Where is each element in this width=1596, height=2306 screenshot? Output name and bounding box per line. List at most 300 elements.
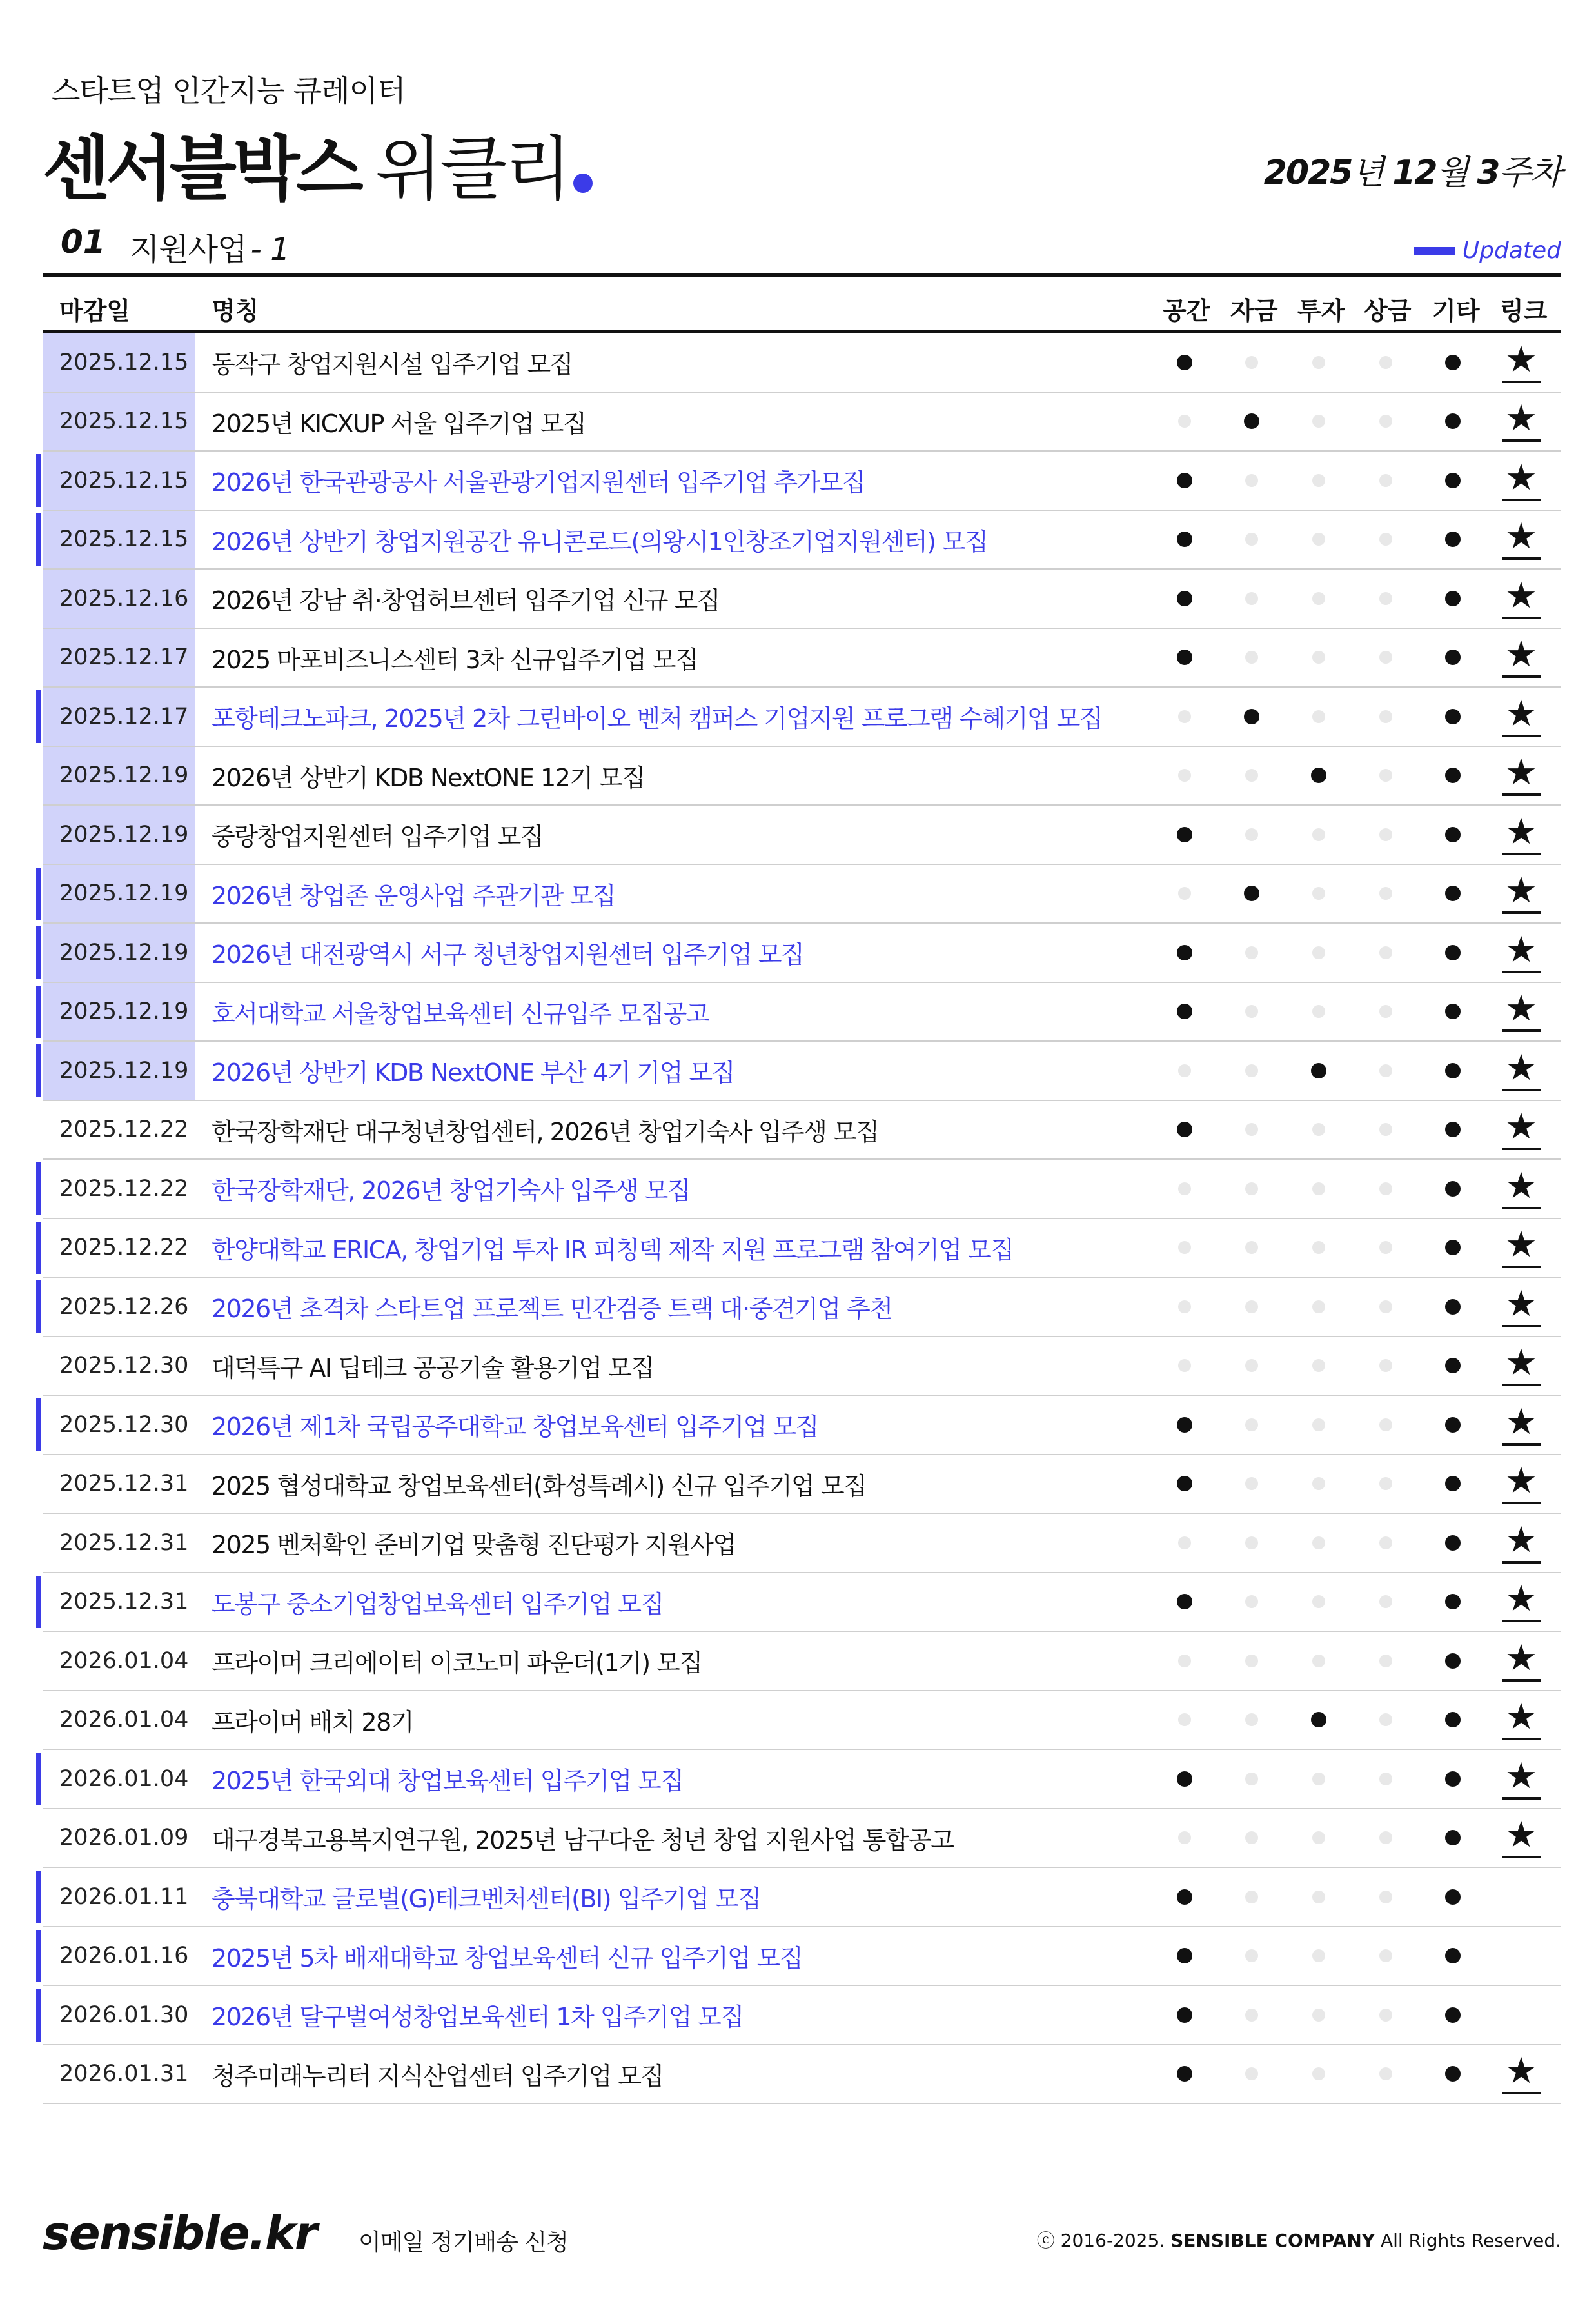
updated-bar-icon xyxy=(1414,247,1455,255)
prize-dot-icon xyxy=(1379,1359,1392,1372)
col-prize: 상금 xyxy=(1364,297,1412,325)
invest-dot-icon xyxy=(1312,1359,1325,1372)
fund-dot-icon xyxy=(1245,1182,1258,1195)
fund-dot-icon xyxy=(1245,1713,1258,1726)
deadline-cell: 2025.12.26 xyxy=(59,1293,189,1320)
table-row xyxy=(43,924,1561,983)
link-star-icon[interactable]: ★ xyxy=(1502,870,1541,914)
table-row xyxy=(43,570,1561,629)
col-etc: 기타 xyxy=(1432,297,1480,325)
link-star-icon[interactable]: ★ xyxy=(1502,575,1541,619)
table-row xyxy=(43,1986,1561,2045)
space-dot-icon xyxy=(1178,769,1191,782)
link-star-icon[interactable]: ★ xyxy=(1502,1814,1541,1858)
support-program-table xyxy=(43,273,1561,2104)
fund-dot-icon xyxy=(1245,1359,1258,1372)
space-dot-icon xyxy=(1177,1122,1192,1137)
fund-dot-icon xyxy=(1244,709,1259,724)
etc-dot-icon xyxy=(1445,473,1461,488)
program-name: 2026년 초격차 스타트업 프로젝트 민간검증 트랙 대·중견기업 추천 xyxy=(212,1295,892,1324)
table-row xyxy=(43,983,1561,1042)
space-dot-icon xyxy=(1177,591,1192,606)
invest-dot-icon xyxy=(1312,1418,1325,1431)
fund-dot-icon xyxy=(1245,1123,1258,1136)
site-logo-link[interactable]: sensible.kr xyxy=(43,2206,317,2260)
copyright: ⓒ 2016-2025. SENSIBLE COMPANY All Rights Reserved. xyxy=(1036,2230,1561,2251)
fund-dot-icon xyxy=(1245,946,1258,959)
deadline-cell: 2026.01.04 xyxy=(59,1647,189,1674)
etc-dot-icon xyxy=(1445,945,1461,960)
space-dot-icon xyxy=(1177,1594,1192,1609)
space-dot-icon xyxy=(1177,532,1192,547)
etc-dot-icon xyxy=(1445,1771,1461,1787)
section-title: 지원사업 - 1 xyxy=(130,232,290,268)
table-row xyxy=(43,1691,1561,1751)
table-header xyxy=(43,273,1561,333)
invest-dot-icon xyxy=(1312,1300,1325,1313)
col-fund: 자금 xyxy=(1230,297,1278,325)
invest-dot-icon xyxy=(1312,828,1325,841)
link-star-icon[interactable]: ★ xyxy=(1502,1696,1541,1740)
prize-dot-icon xyxy=(1379,1300,1392,1313)
invest-dot-icon xyxy=(1312,1241,1325,1254)
table-row xyxy=(43,1750,1561,1809)
fund-dot-icon xyxy=(1245,474,1258,487)
etc-dot-icon xyxy=(1445,1004,1461,1019)
program-name: 2025년 한국외대 창업보육센터 입주기업 모집 xyxy=(212,1767,684,1796)
prize-dot-icon xyxy=(1379,651,1392,664)
program-name: 대덕특구 AI 딥테크 공공기술 활용기업 모집 xyxy=(212,1353,654,1382)
space-dot-icon xyxy=(1177,473,1192,488)
table-row xyxy=(43,1042,1561,1101)
invest-dot-icon xyxy=(1312,1773,1325,1785)
deadline-cell: 2025.12.30 xyxy=(59,1411,189,1438)
table-row xyxy=(43,1514,1561,1573)
fund-dot-icon xyxy=(1245,1300,1258,1313)
space-dot-icon xyxy=(1178,1655,1191,1667)
program-name: 2026년 달구벌여성창업보육센터 1차 입주기업 모집 xyxy=(212,2003,744,2032)
table-row xyxy=(43,333,1561,393)
etc-dot-icon xyxy=(1445,413,1461,429)
deadline-cell: 2025.12.22 xyxy=(59,1117,189,1143)
prize-dot-icon xyxy=(1379,1005,1392,1018)
fund-dot-icon xyxy=(1245,1005,1258,1018)
deadline-cell: 2025.12.22 xyxy=(59,1235,189,1261)
invest-dot-icon xyxy=(1312,946,1325,959)
fund-dot-icon xyxy=(1245,1536,1258,1549)
updated-marker xyxy=(36,986,41,1039)
deadline-cell: 2026.01.31 xyxy=(59,2061,189,2087)
link-star-icon[interactable]: ★ xyxy=(1502,929,1541,973)
fund-dot-icon xyxy=(1245,1891,1258,1903)
link-star-icon[interactable]: ★ xyxy=(1502,811,1541,855)
space-dot-icon xyxy=(1177,1948,1192,1963)
program-name: 한국장학재단 대구청년창업센터, 2026년 창업기숙사 입주생 모집 xyxy=(212,1117,879,1146)
prize-dot-icon xyxy=(1379,769,1392,782)
program-name: 2026년 강남 취·창업허브센터 입주기업 신규 모집 xyxy=(212,586,720,615)
prize-dot-icon xyxy=(1379,356,1392,369)
table-row xyxy=(43,1868,1561,1927)
program-name: 2025년 KICXUP 서울 입주기업 모집 xyxy=(212,409,586,438)
program-name: 2026년 창업존 운영사업 주관기관 모집 xyxy=(212,881,615,910)
prize-dot-icon xyxy=(1379,474,1392,487)
invest-dot-icon xyxy=(1312,887,1325,900)
table-row xyxy=(43,629,1561,688)
updated-marker xyxy=(36,1398,41,1451)
link-star-icon[interactable]: ★ xyxy=(1502,1520,1541,1564)
prize-dot-icon xyxy=(1379,946,1392,959)
col-invest: 투자 xyxy=(1297,297,1345,325)
program-name: 2026년 대전광역시 서구 청년창업지원센터 입주기업 모집 xyxy=(212,940,804,969)
fund-dot-icon xyxy=(1245,1477,1258,1490)
table-row xyxy=(43,1927,1561,1987)
prize-dot-icon xyxy=(1379,1536,1392,1549)
program-name: 도봉구 중소기업창업보육센터 입주기업 모집 xyxy=(212,1589,664,1618)
program-name: 동작구 창업지원시설 입주기업 모집 xyxy=(212,350,573,379)
fund-dot-icon xyxy=(1245,828,1258,841)
etc-dot-icon xyxy=(1445,355,1461,370)
table-row xyxy=(43,452,1561,511)
program-name: 대구경북고용복지연구원, 2025년 남구다운 청년 창업 지원사업 통합공고 xyxy=(212,1825,954,1854)
program-name: 2026년 상반기 KDB NextONE 12기 모집 xyxy=(212,763,645,792)
deadline-cell: 2025.12.15 xyxy=(43,511,195,569)
invest-dot-icon xyxy=(1312,533,1325,546)
updated-marker xyxy=(36,690,41,743)
link-star-icon[interactable]: ★ xyxy=(1502,457,1541,501)
prize-dot-icon xyxy=(1379,1949,1392,1962)
link-star-icon[interactable]: ★ xyxy=(1502,1284,1541,1327)
etc-dot-icon xyxy=(1445,591,1461,606)
fund-dot-icon xyxy=(1245,1595,1258,1608)
invest-dot-icon xyxy=(1312,651,1325,664)
program-name: 프라이머 크리에이터 이코노미 파운더(1기) 모집 xyxy=(212,1649,702,1678)
link-star-icon[interactable]: ★ xyxy=(1502,1638,1541,1682)
invest-dot-icon xyxy=(1311,1063,1326,1078)
invest-dot-icon xyxy=(1312,1123,1325,1136)
col-deadline: 마감일 xyxy=(59,297,131,325)
fund-dot-icon xyxy=(1245,1831,1258,1844)
deadline-cell: 2025.12.19 xyxy=(43,1042,195,1100)
deadline-cell: 2025.12.16 xyxy=(43,570,195,628)
link-star-icon[interactable]: ★ xyxy=(1502,1106,1541,1150)
fund-dot-icon xyxy=(1245,769,1258,782)
space-dot-icon xyxy=(1177,1004,1192,1019)
invest-dot-icon xyxy=(1312,1477,1325,1490)
table-row xyxy=(43,1573,1561,1633)
link-star-icon[interactable]: ★ xyxy=(1502,1342,1541,1386)
prize-dot-icon xyxy=(1379,1655,1392,1667)
invest-dot-icon xyxy=(1312,1536,1325,1549)
etc-dot-icon xyxy=(1445,1181,1461,1197)
table-row xyxy=(43,2045,1561,2105)
deadline-cell: 2026.01.09 xyxy=(59,1825,189,1851)
space-dot-icon xyxy=(1177,827,1192,842)
updated-label: Updated xyxy=(1462,237,1561,264)
deadline-cell: 2025.12.19 xyxy=(43,747,195,805)
updated-legend xyxy=(1414,237,1561,264)
prize-dot-icon xyxy=(1379,1477,1392,1490)
link-star-icon[interactable]: ★ xyxy=(1502,634,1541,678)
deadline-cell: 2026.01.04 xyxy=(59,1707,189,1733)
fund-dot-icon xyxy=(1245,1949,1258,1962)
prize-dot-icon xyxy=(1379,828,1392,841)
space-dot-icon xyxy=(1177,2066,1192,2082)
link-star-icon[interactable]: ★ xyxy=(1502,339,1541,383)
col-link: 링크 xyxy=(1500,297,1548,325)
fund-dot-icon xyxy=(1245,1064,1258,1077)
invest-dot-icon xyxy=(1312,1182,1325,1195)
table-row xyxy=(43,1396,1561,1455)
prize-dot-icon xyxy=(1379,2067,1392,2080)
link-star-icon[interactable]: ★ xyxy=(1502,2051,1541,2094)
program-name: 호서대학교 서울창업보육센터 신규입주 모집공고 xyxy=(212,999,709,1028)
etc-dot-icon xyxy=(1445,1358,1461,1373)
tagline: 스타트업 인간지능 큐레이터 xyxy=(52,74,406,108)
table-row xyxy=(43,1278,1561,1337)
etc-dot-icon xyxy=(1445,2007,1461,2023)
etc-dot-icon xyxy=(1445,886,1461,901)
deadline-cell: 2025.12.31 xyxy=(59,1529,189,1556)
table-row xyxy=(43,393,1561,452)
invest-dot-icon xyxy=(1312,356,1325,369)
etc-dot-icon xyxy=(1445,709,1461,724)
space-dot-icon xyxy=(1178,1536,1191,1549)
invest-dot-icon xyxy=(1312,474,1325,487)
link-star-icon[interactable]: ★ xyxy=(1502,1756,1541,1800)
program-name: 2026년 상반기 KDB NextONE 부산 4기 기업 모집 xyxy=(212,1059,734,1088)
etc-dot-icon xyxy=(1445,2066,1461,2082)
updated-marker xyxy=(36,1280,41,1333)
section-header xyxy=(43,219,1561,271)
program-name: 충북대학교 글로벌(G)테크벤처센터(BI) 입주기업 모집 xyxy=(212,1885,761,1914)
prize-dot-icon xyxy=(1379,1595,1392,1608)
space-dot-icon xyxy=(1178,415,1191,428)
invest-dot-icon xyxy=(1312,592,1325,605)
updated-marker xyxy=(36,1576,41,1629)
link-star-icon[interactable]: ★ xyxy=(1502,398,1541,442)
etc-dot-icon xyxy=(1445,1830,1461,1845)
etc-dot-icon xyxy=(1445,1889,1461,1905)
deadline-cell: 2025.12.17 xyxy=(43,629,195,687)
etc-dot-icon xyxy=(1445,1122,1461,1137)
fund-dot-icon xyxy=(1245,1773,1258,1785)
space-dot-icon xyxy=(1178,1713,1191,1726)
etc-dot-icon xyxy=(1445,1240,1461,1255)
space-dot-icon xyxy=(1177,1771,1192,1787)
space-dot-icon xyxy=(1177,945,1192,960)
etc-dot-icon xyxy=(1445,1948,1461,1963)
prize-dot-icon xyxy=(1379,1891,1392,1903)
title-dot-icon xyxy=(573,174,593,193)
deadline-cell: 2025.12.19 xyxy=(43,983,195,1041)
etc-dot-icon xyxy=(1445,768,1461,783)
week-number: 3 xyxy=(1477,154,1499,192)
invest-dot-icon xyxy=(1312,1655,1325,1667)
fund-dot-icon xyxy=(1245,533,1258,546)
fund-dot-icon xyxy=(1245,651,1258,664)
invest-dot-icon xyxy=(1312,415,1325,428)
deadline-cell: 2026.01.30 xyxy=(59,2002,189,2028)
link-star-icon[interactable]: ★ xyxy=(1502,1460,1541,1504)
table-row xyxy=(43,1160,1561,1219)
link-star-icon[interactable]: ★ xyxy=(1502,1578,1541,1622)
prize-dot-icon xyxy=(1379,1418,1392,1431)
updated-marker xyxy=(36,1044,41,1097)
updated-marker xyxy=(36,1162,41,1215)
deadline-cell: 2025.12.22 xyxy=(59,1175,189,1202)
updated-marker xyxy=(36,1930,41,1983)
link-star-icon[interactable]: ★ xyxy=(1502,693,1541,737)
prize-dot-icon xyxy=(1379,710,1392,723)
title-main: 센서블박스 xyxy=(43,129,360,210)
space-dot-icon xyxy=(1177,1476,1192,1491)
space-dot-icon xyxy=(1178,1300,1191,1313)
prize-dot-icon xyxy=(1379,415,1392,428)
updated-marker xyxy=(36,513,41,566)
space-dot-icon xyxy=(1177,650,1192,665)
invest-dot-icon xyxy=(1312,1949,1325,1962)
section-subtitle: - 1 xyxy=(250,232,290,268)
fund-dot-icon xyxy=(1245,1418,1258,1431)
space-dot-icon xyxy=(1177,355,1192,370)
deadline-cell: 2026.01.16 xyxy=(59,1943,189,1969)
table-row xyxy=(43,865,1561,924)
etc-dot-icon xyxy=(1445,650,1461,665)
newsletter-title xyxy=(43,113,593,213)
prize-dot-icon xyxy=(1379,887,1392,900)
prize-dot-icon xyxy=(1379,1182,1392,1195)
fund-dot-icon xyxy=(1245,592,1258,605)
table-row xyxy=(43,1101,1561,1160)
updated-marker xyxy=(36,868,41,920)
fund-dot-icon xyxy=(1244,886,1259,901)
email-subscribe-link[interactable]: 이메일 정기배송 신청 xyxy=(359,2229,568,2256)
week-year: 2025 xyxy=(1263,154,1352,192)
deadline-cell: 2025.12.15 xyxy=(43,333,195,392)
updated-marker xyxy=(36,926,41,979)
issue-week: 2025년 12월 3주차 xyxy=(1263,154,1561,192)
program-name: 한양대학교 ERICA, 창업기업 투자 IR 피칭덱 제작 지원 프로그램 참여기업 모집 xyxy=(212,1235,1014,1264)
deadline-cell: 2025.12.15 xyxy=(43,393,195,451)
etc-dot-icon xyxy=(1445,1594,1461,1609)
fund-dot-icon xyxy=(1245,2067,1258,2080)
invest-dot-icon xyxy=(1312,1005,1325,1018)
space-dot-icon xyxy=(1178,1831,1191,1844)
deadline-cell: 2025.12.19 xyxy=(43,924,195,982)
invest-dot-icon xyxy=(1312,1891,1325,1903)
table-row xyxy=(43,1219,1561,1278)
table-row xyxy=(43,688,1561,747)
space-dot-icon xyxy=(1178,1241,1191,1254)
space-dot-icon xyxy=(1178,1064,1191,1077)
fund-dot-icon xyxy=(1245,1655,1258,1667)
prize-dot-icon xyxy=(1379,1064,1392,1077)
prize-dot-icon xyxy=(1379,1773,1392,1785)
program-name: 2026년 제1차 국립공주대학교 창업보육센터 입주기업 모집 xyxy=(212,1413,818,1442)
invest-dot-icon xyxy=(1311,1712,1326,1727)
program-name: 한국장학재단, 2026년 창업기숙사 입주생 모집 xyxy=(212,1177,691,1206)
deadline-cell: 2025.12.15 xyxy=(43,452,195,510)
table-body xyxy=(43,333,1561,2104)
program-name: 프라이머 배치 28기 xyxy=(212,1707,413,1736)
etc-dot-icon xyxy=(1445,1476,1461,1491)
deadline-cell: 2025.12.19 xyxy=(43,806,195,864)
link-star-icon[interactable]: ★ xyxy=(1502,752,1541,796)
link-star-icon[interactable]: ★ xyxy=(1502,1166,1541,1209)
table-row xyxy=(43,1337,1561,1397)
link-star-icon[interactable]: ★ xyxy=(1502,1048,1541,1091)
invest-dot-icon xyxy=(1312,710,1325,723)
program-name: 청주미래누리터 지식산업센터 입주기업 모집 xyxy=(212,2062,664,2091)
updated-marker xyxy=(36,454,41,507)
program-name: 2026년 상반기 창업지원공간 유니콘로드(의왕시1인창조기업지원센터) 모집 xyxy=(212,527,988,556)
etc-dot-icon xyxy=(1445,1712,1461,1727)
invest-dot-icon xyxy=(1312,1595,1325,1608)
page-footer xyxy=(43,2206,1561,2258)
updated-marker xyxy=(36,1989,41,2042)
etc-dot-icon xyxy=(1445,1535,1461,1551)
space-dot-icon xyxy=(1178,1182,1191,1195)
prize-dot-icon xyxy=(1379,1831,1392,1844)
table-row xyxy=(43,1632,1561,1691)
invest-dot-icon xyxy=(1311,768,1326,783)
col-space: 공간 xyxy=(1163,297,1210,325)
invest-dot-icon xyxy=(1312,2009,1325,2022)
program-name: 2026년 한국관광공사 서울관광기업지원센터 입주기업 추가모집 xyxy=(212,468,865,497)
space-dot-icon xyxy=(1178,710,1191,723)
prize-dot-icon xyxy=(1379,1241,1392,1254)
prize-dot-icon xyxy=(1379,592,1392,605)
deadline-cell: 2025.12.31 xyxy=(59,1589,189,1615)
updated-marker xyxy=(36,1753,41,1805)
space-dot-icon xyxy=(1177,1417,1192,1433)
page-header xyxy=(43,61,1561,210)
table-row xyxy=(43,806,1561,865)
table-row xyxy=(43,747,1561,806)
etc-dot-icon xyxy=(1445,827,1461,842)
program-name: 포항테크노파크, 2025년 2차 그린바이오 벤처 캠퍼스 기업지원 프로그램 수혜기업 모집 xyxy=(212,704,1103,733)
prize-dot-icon xyxy=(1379,1123,1392,1136)
etc-dot-icon xyxy=(1445,1653,1461,1669)
program-name: 2025 협성대학교 창업보육센터(화성특례시) 신규 입주기업 모집 xyxy=(212,1471,867,1500)
etc-dot-icon xyxy=(1445,1063,1461,1078)
col-name: 명칭 xyxy=(212,297,259,325)
link-star-icon[interactable]: ★ xyxy=(1502,988,1541,1032)
fund-dot-icon xyxy=(1245,2009,1258,2022)
table-row xyxy=(43,1809,1561,1869)
table-row xyxy=(43,1455,1561,1515)
fund-dot-icon xyxy=(1245,356,1258,369)
link-star-icon[interactable]: ★ xyxy=(1502,1224,1541,1268)
updated-marker xyxy=(36,1222,41,1275)
space-dot-icon xyxy=(1177,2007,1192,2023)
prize-dot-icon xyxy=(1379,533,1392,546)
week-month: 12 xyxy=(1392,154,1437,192)
etc-dot-icon xyxy=(1445,1299,1461,1315)
deadline-cell: 2025.12.19 xyxy=(43,865,195,923)
deadline-cell: 2025.12.17 xyxy=(43,688,195,746)
deadline-cell: 2025.12.31 xyxy=(59,1471,189,1497)
program-name: 2025년 5차 배재대학교 창업보육센터 신규 입주기업 모집 xyxy=(212,1943,803,1973)
program-name: 2025 마포비즈니스센터 3차 신규입주기업 모집 xyxy=(212,645,698,674)
invest-dot-icon xyxy=(1312,2067,1325,2080)
program-name: 2025 벤처확인 준비기업 맞춤형 진단평가 지원사업 xyxy=(212,1531,736,1560)
link-star-icon[interactable]: ★ xyxy=(1502,516,1541,560)
deadline-cell: 2025.12.30 xyxy=(59,1353,189,1379)
link-star-icon[interactable]: ★ xyxy=(1502,1402,1541,1446)
etc-dot-icon xyxy=(1445,532,1461,547)
fund-dot-icon xyxy=(1245,1241,1258,1254)
